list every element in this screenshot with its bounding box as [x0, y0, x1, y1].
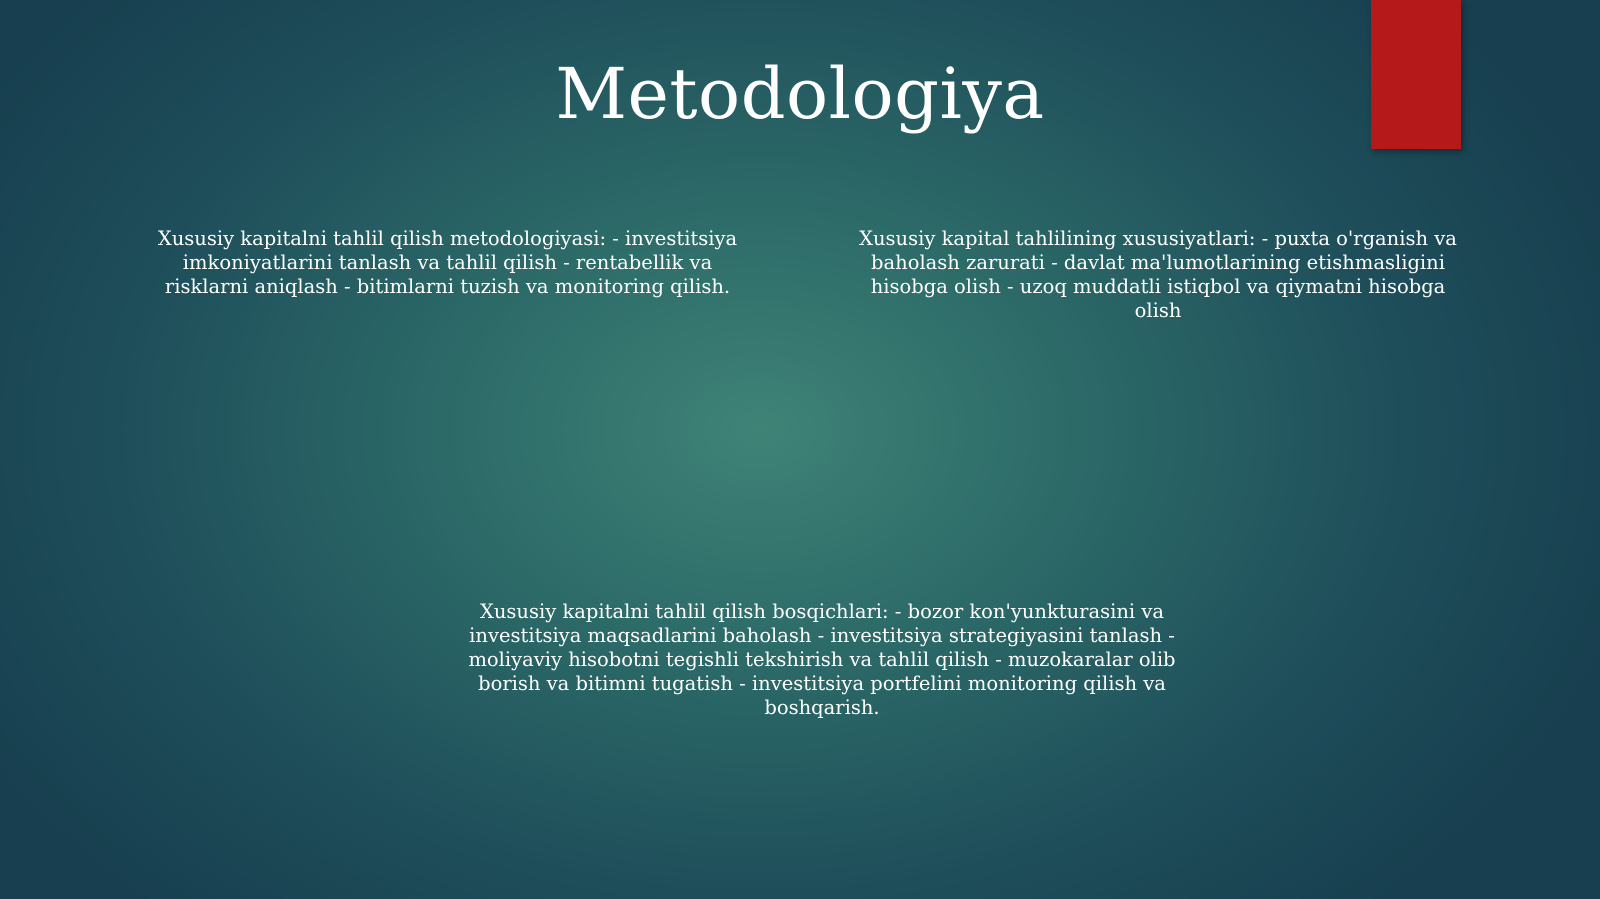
slide-title: Metodologiya	[555, 53, 1045, 135]
features-text-block: Xususiy kapital tahlilining xususiyatlari: - puxta o'rganish va baholash zarurati - davlat ma'lumotlarining etishmasligini hisobga olish - uzoq muddatli istiqbol va qiymatni hisobga olish	[859, 227, 1457, 322]
accent-bar	[1371, 0, 1461, 149]
methodology-text-block: Xususiy kapitalni tahlil qilish metodologiyasi: - investitsiya imkoniyatlarini tanlash va tahlil qilish - rentabellik va risklarni aniqlash - bitimlarni tuzish va monitoring qilish.	[157, 227, 738, 298]
stages-text-block: Xususiy kapitalni tahlil qilish bosqichlari: - bozor kon'yunkturasini va investitsiya maqsadlarini baholash - investitsiya strategiyasini tanlash - moliyaviy hisobotni tegishli tekshirish va tahlil qilish - muzokaralar olib borish va bitimni tugatish - investitsiya portfelini monitoring qilish va boshqarish.	[468, 600, 1176, 719]
